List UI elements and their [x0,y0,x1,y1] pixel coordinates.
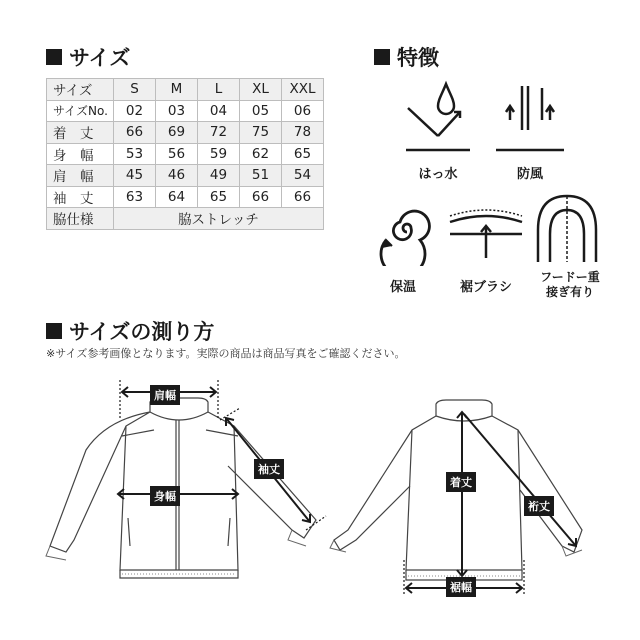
title-square-icon [46,49,62,65]
table-cell: 78 [282,122,324,144]
table-cell: 46 [156,165,198,187]
row-label: サイズNo. [47,100,114,122]
row-label: 脇仕様 [47,208,114,230]
table-cell: 脇ストレッチ [114,208,324,230]
table-cell: 45 [114,165,156,187]
feature-label-wind: 防風 [516,167,543,182]
jacket-front-illustration [30,370,330,600]
table-cell: 66 [240,186,282,208]
table-header-cell: サイズ [47,79,114,101]
table-cell: 66 [114,122,156,144]
table-cell: 54 [282,165,324,187]
row-label: 肩 幅 [47,165,114,187]
table-header-cell: S [114,79,156,101]
size-table [46,78,324,230]
brushed-hem-icon [446,204,526,264]
table-cell: 51 [240,165,282,187]
measure-note: ※サイズ参考画像となります。実際の商品は商品写真をご確認ください。 [46,347,406,360]
hood-label-line1: フードー重 [540,270,600,284]
feature-label-hood [530,270,610,300]
table-cell: 65 [198,186,240,208]
table-cell: 03 [156,100,198,122]
feature-label-water: はっ水 [418,167,458,182]
row-label: 着 丈 [47,122,114,144]
row-label: 袖 丈 [47,186,114,208]
title-square-icon [46,323,62,339]
windproof-icon [490,78,570,158]
table-header-cell: XL [240,79,282,101]
table-cell: 72 [198,122,240,144]
title-square-icon [374,49,390,65]
table-cell: 64 [156,186,198,208]
table-cell: 59 [198,143,240,165]
table-header-cell: XXL [282,79,324,101]
features-section-title: 特徴 [374,42,439,72]
table-cell: 63 [114,186,156,208]
sleeve-length-tag: 袖丈 [254,459,284,479]
table-cell: 05 [240,100,282,122]
hem-width-tag: 裾幅 [446,577,476,597]
table-cell: 53 [114,143,156,165]
row-label: 身 幅 [47,143,114,165]
yuki-length-tag: 裄丈 [524,496,554,516]
table-cell: 69 [156,122,198,144]
size-header-row [47,79,324,101]
table-row [47,100,324,122]
table-cell: 06 [282,100,324,122]
feature-label-brush: 裾ブラシ [459,280,512,295]
measure-section-title: サイズの測り方 [46,316,214,346]
size-section-title: サイズ [46,42,130,72]
table-cell: 65 [282,143,324,165]
table-cell: 75 [240,122,282,144]
table-cell: 56 [156,143,198,165]
table-row [47,165,324,187]
body-length-tag: 着丈 [446,472,476,492]
table-row [47,143,324,165]
table-row [47,186,324,208]
water-repellent-icon [398,78,478,158]
feature-label-heat: 保温 [389,280,416,295]
table-cell: 62 [240,143,282,165]
table-cell: 04 [198,100,240,122]
table-header-cell: M [156,79,198,101]
heat-retention-icon [372,196,442,266]
table-header-cell: L [198,79,240,101]
table-row [47,208,324,230]
table-cell: 49 [198,165,240,187]
shoulder-width-tag: 肩幅 [150,385,180,405]
chest-width-tag: 身幅 [150,486,180,506]
table-cell: 66 [282,186,324,208]
table-cell: 02 [114,100,156,122]
hood-label-line2: 接ぎ有り [545,285,594,299]
hood-icon [532,190,602,264]
table-row [47,122,324,144]
